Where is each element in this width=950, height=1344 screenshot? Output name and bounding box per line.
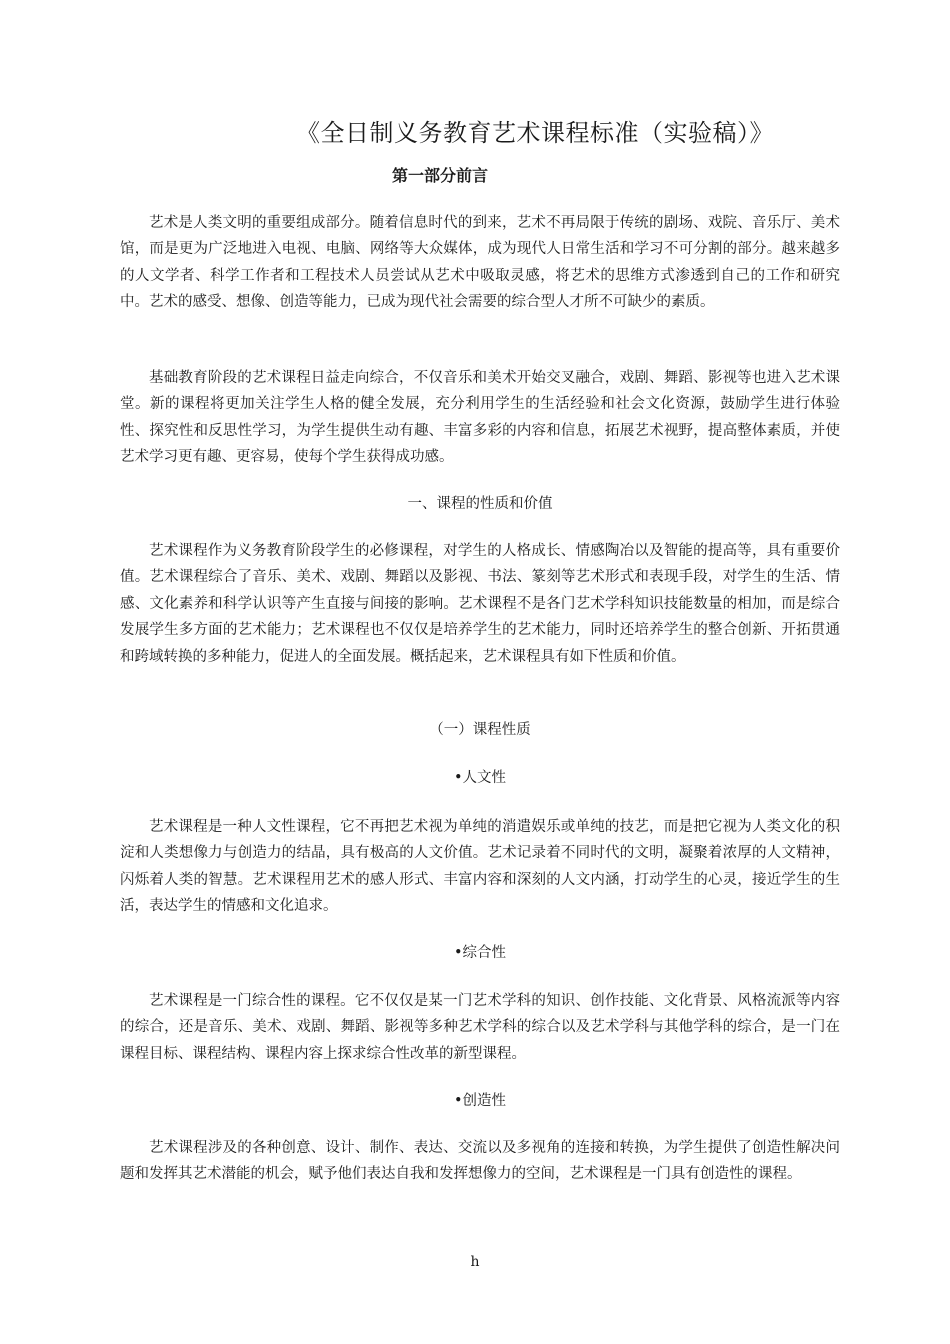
part-title: 第一部分前言 (391, 166, 488, 185)
section-heading-nature-value: 一、课程的性质和价值 (407, 496, 553, 512)
comprehensive-paragraph: 艺术课程是一门综合性的课程。它不仅仅是某一门艺术学科的知识、创作技能、文化背景、风格流派等内容的综合，还是音乐、美术、戏剧、舞蹈、影视等多种艺术学科的综合以及艺术学科与其他学科的综合，是一门在课程目标、课程结构、课程内容上探求综合性改革的新型课程。 (120, 993, 840, 1062)
nature-value-paragraph: 艺术课程作为义务教育阶段学生的必修课程，对学生的人格成长、情感陶冶以及智能的提高等，具有重要价值。艺术课程综合了音乐、美术、戏剧、舞蹈以及影视、书法、篆刻等艺术形式和表现手段，对学生的生活、情感、文化素养和科学认识等产生直接与间接的影响。艺术课程不是各门艺术学科知识技能数量的相加，而是综合发展学生多方面的艺术能力；艺术课程也不仅仅是培养学生的艺术能力，同时还培养学生的整合创新、开拓贯通和跨域转换的多种能力，促进人的全面发展。概括起来，艺术课程具有如下性质和价值。 (120, 543, 840, 665)
intro-paragraph-2: 基础教育阶段的艺术课程日益走向综合，不仅音乐和美术开始交叉融合，戏剧、舞蹈、影视等也进入艺术课堂。新的课程将更加关注学生人格的健全发展，充分利用学生的生活经验和社会文化资源，鼓励学生进行体验性、探究性和反思性学习，为学生提供生动有趣、丰富多彩的内容和信息，拓展艺术视野，提高整体素质，并使艺术学习更有趣、更容易，使每个学生获得成功感。 (120, 370, 840, 466)
page-footer-mark: h (470, 1254, 480, 1270)
intro-paragraph-1: 艺术是人类文明的重要组成部分。随着信息时代的到来，艺术不再局限于传统的剧场、戏院、音乐厅、美术馆，而是更为广泛地进入电视、电脑、网络等大众媒体，成为现代人日常生活和学习不可分割的部分。越来越多的人文学者、科学工作者和工程技术人员尝试从艺术中吸取灵感，将艺术的思维方式渗透到自己的工作和研究中。艺术的感受、想像、创造等能力，已成为现代社会需要的综合型人才所不可缺少的素质。 (120, 215, 840, 311)
subsection-heading-course-nature: （一）课程性质 (429, 722, 531, 738)
document-title: 《全日制义务教育艺术课程标准（实验稿）》 (296, 119, 774, 147)
bullet-heading-comprehensive: •综合性 (453, 945, 507, 961)
humanistic-paragraph: 艺术课程是一种人文性课程，它不再把艺术视为单纯的消遣娱乐或单纯的技艺，而是把它视为人类文化的积淀和人类想像力与创造力的结晶，具有极高的人文价值。艺术记录着不同时代的文明，凝聚着浓厚的人文精神，闪烁着人类的智慧。艺术课程用艺术的感人形式、丰富内容和深刻的人文内涵，打动学生的心灵，接近学生的生活，表达学生的情感和文化追求。 (120, 819, 840, 915)
bullet-heading-creative: •创造性 (453, 1093, 507, 1109)
creative-paragraph: 艺术课程涉及的各种创意、设计、制作、表达、交流以及多视角的连接和转换，为学生提供了创造性解决问题和发挥其艺术潜能的机会，赋予他们表达自我和发挥想像力的空间，艺术课程是一门具有创造性的课程。 (120, 1140, 840, 1183)
bullet-heading-humanistic: •人文性 (453, 770, 507, 786)
